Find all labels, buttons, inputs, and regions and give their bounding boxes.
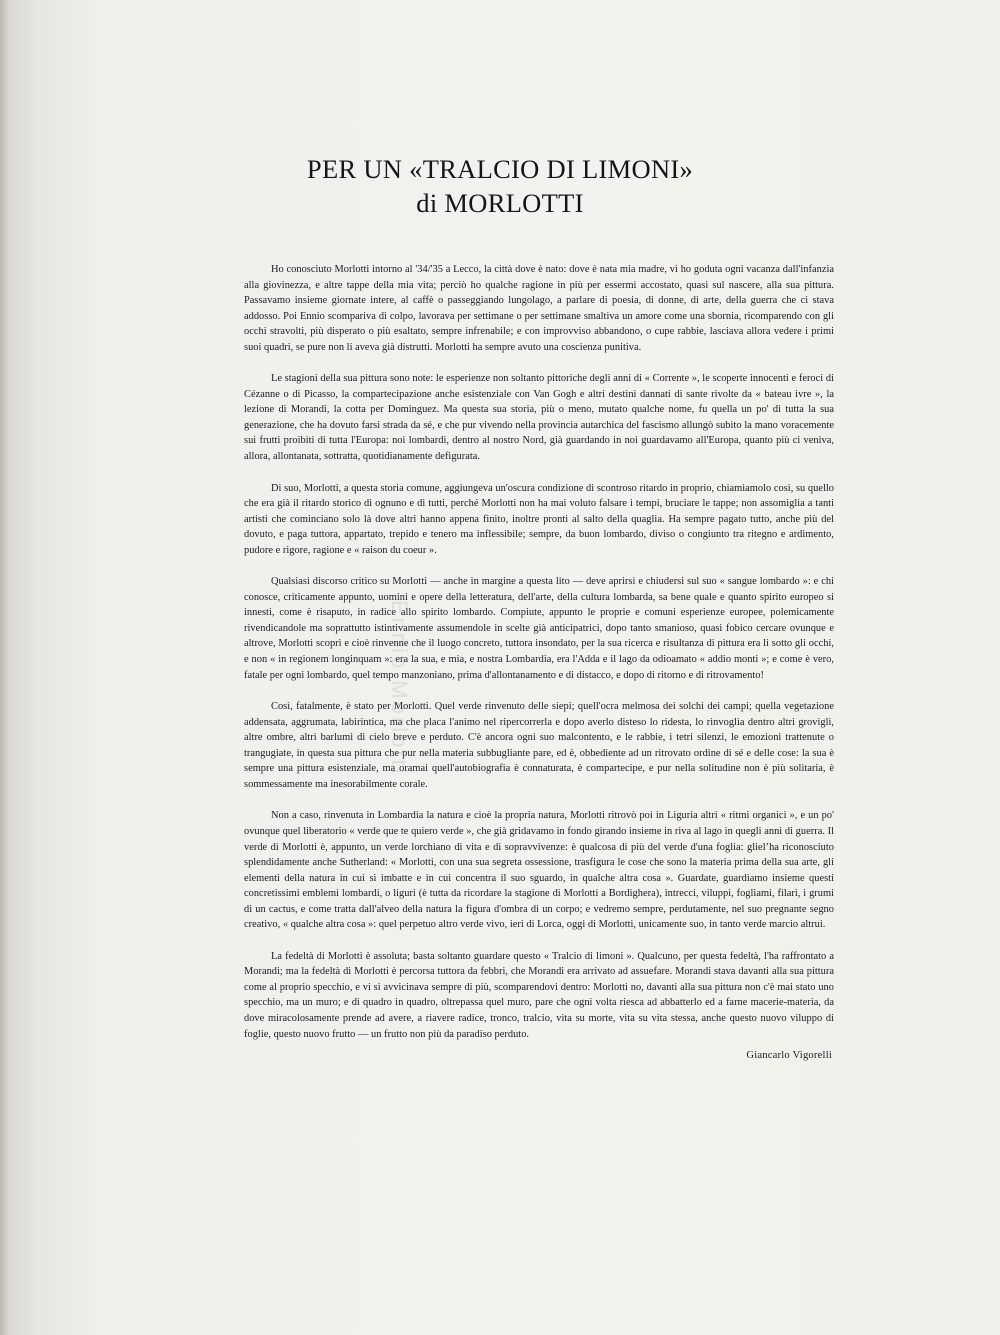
paragraph-6: Non a caso, rinvenuta in Lombardia la natura e cioè la propria natura, Morlotti ritrovò poi in Liguria altri « ritmi organici », e un po' ovunque quel liberatorio « verde que te quiero verde », che già gridavamo in fondo girando insieme in riva al lago in quegli anni di guerra. Il verde di Morlotti è, appunto, un verde lorchiano di vita e di sopravvivenze: è qualcosa di più del verde d'una foglia: glielʼha riconosciuto splendidamente anche Sutherland: « Morlotti, con una sua segreta ossessione, trasfigura le cose che sono la materia prima della sua arte, gli elementi della natura in cui si imbatte e in cui concentra il suo sguardo, in qualche altra cosa ». Guardate, guardiamo insieme questi concretissimi emblemi lombardi, o liguri (è tutta da ricordare la stagione di Morlotti a Bordighera), intrecci, viluppi, fogliami, filari, i grumi di un cactus, e come tratta dall'alveo della natura la figura d'ombra di un corpo; e vedremo sempre, perdutamente, nel suo pregnante segno creativo, « qualche altra cosa »: quel perpetuo altro verde vivo, ieri di Lorca, oggi di Morlotti, unicamente suo, in tanto verde marcio altrui. [244, 810, 834, 931]
paragraph-7: La fedeltà di Morlotti è assoluta; basta soltanto guardare questo « Tralcio di limoni ». Qualcuno, per questa fedeltà, l'ha raffrontato a Morandi; ma la fedeltà di Morlotti è percorsa tuttora da febbri, che Morandi era arrivato ad assuefare. Morandi stava davanti alla sua pittura come al proprio specchio, e vi si avvicinava sempre di più, scomparendovi dentro: Morlotti no, davanti alla sua pittura non c'è mai stato uno specchio, ma un muro; e di quadro in quadro, oltrepassa quel muro, pare che ogni volta riesca ad abbatterlo ed a farne macerie-materia, da dove miracolosamente prende ad avere, a riavere radice, tronco, tralcio, vita su morte, vita su vita stessa, anche questo nuovo viluppo di foglie, questo nuovo frutto — un frutto non più da paradiso perduto. [244, 950, 834, 1040]
paragraph-5: Così, fatalmente, è stato per Morlotti. Quel verde rinvenuto delle siepi; quell'ocra melmosa dei solchi dei campi; quella vegetazione addensata, aggrumata, labirintica, ma che placa l'animo nel ripercorrerla e dopo averlo disteso lo ridesta, lo rinvoglia dentro altri grovigli, altre ombre, altri barlumi di cielo breve e perduto. C'è ancora ogni suo malcontento, e le rabbie, i tetri silenzi, le emozioni trattenute o trangugiate, in questa sua pittura che pur nella materia subbugliante pare, ed è, obbediente ad un ritrovato ordine di sé e delle cose: la sua è sempre una pittura esistenziale, ma oramai quell'autobiografia è connaturata, è compartecipe, e pur nella solitudine non è più solitaria, è sommessamente ma inesorabilmente corale. [244, 701, 834, 790]
paragraph-1: Ho conosciuto Morlotti intorno al '34/'35 a Lecco, la città dove è nato: dove è nata mia madre, vi ho goduta ogni vacanza dall'infanzia alla giovinezza, e altre tappe della mia vita; perciò ho qualche ragione in più per essermi accostato, quasi sul nascere, alla sua pittura. Passavamo insieme giornate intere, al caffè o passeggiando lungolago, a parlare di poesia, di donne, di arte, della guerra che ci stava addosso. Poi Ennio scompariva di colpo, lavorava per settimane o per settimane smaltiva un amore come una sbornia, ricomparendo con gli occhi stravolti, più disperato o più esaltato, sempre infrenabile; e con improvviso abbandono, o cupe rabbie, lasciava allora vedere i primi suoi quadri, se pure non li aveva già distrutti. Morlotti ha sempre avuto una coscienza punitiva. [244, 264, 834, 353]
page-subtitle: di MORLOTTI [416, 188, 584, 218]
article-body [244, 262, 834, 1058]
paragraph-2: Le stagioni della sua pittura sono note: le esperienze non soltanto pittoriche degli anni di « Corrente », le scoperte innocenti e feroci di Cézanne o di Picasso, la compartecipazione anche esistenziale con Van Gogh e altri destini dannati di sante rivolte da « bateau ivre », la lezione di Morandi, la cotta per Dominguez. Ma questa sua storia, più o meno, mutato qualche nome, fu quella un po' di tutta la sua generazione, che ha dovuto farsi strada da sé, e che pur vivendo nella provincia autarchica del fascismo allungò subito la mano voracemente sui frutti proibiti di tutta l'Europa: noi lombardi, dentro al nostro Nord, già guardando in noi guardavamo all'Europa, quanto più ci veniva, allora, allontanata, sottratta, quotidianamente defigurata. [244, 373, 834, 463]
page-title: PER UN «TRALCIO DI LIMONI» [306, 154, 694, 184]
watermark-text: Ennio Morlotti [387, 600, 412, 777]
paragraph-4: Qualsiasi discorso critico su Morlotti — anche in margine a questa lito — deve aprirsi e chiudersi sul suo « sangue lombardo »: e chi conosce, criticamente appunto, uomini e opere della letteratura, dell'arte, della cultura lombarda, sa bene quale e quanto spirito europeo si innesti, come è risaputo, in radice allo spirito lombardo. Compiute, appunto le proprie e comuni esperienze europee, polemicamente rivendicandole ma soprattutto istintivamente assumendole in scelte già anticipatrici, dopo tanto smanioso, quasi fobico cercare ovunque e altrove, Morlotti scoprì e cioè rinvenne che il luogo concreto, tuttora insondato, per la sua ricerca e risultanza di pittura era lì sotto gli occhi, e non « in regionem longinquam »: era la sua, e mia, e nostra Lombardia, era l'Adda e il lago da odioamato « addio monti »; e come è vero, fatale per ogni lombardo, quel tempo manzoniano, prima d'allontanamento e di distacco, e dopo di ritorno e di ritrovamento! [244, 576, 834, 681]
author-signature: Giancarlo Vigorelli [746, 1050, 832, 1061]
title-block [0, 152, 1000, 220]
paragraph-3: Di suo, Morlotti, a questa storia comune, aggiungeva un'oscura condizione di scontroso ritardo in proprio, chiamiamolo così, su quello che era già il ritardo storico di ognuno e di tutti, perché Morlotti non ha mai voluto falsare i tempi, bruciare le tappe; non assomiglia a tanti artisti che cominciano solo là dove altri hanno appena finito, inoltre pronti al salto della quaglia. Ha sempre pagato tutto, anche più del dovuto, e paga tuttora, appartato, trepido e tenero ma inflessibile; sempre, da buon lombardo, diviso o congiunto tra ritegno e ardimento, pudore e rigore, ragione e « raison du coeur ». [244, 482, 834, 556]
